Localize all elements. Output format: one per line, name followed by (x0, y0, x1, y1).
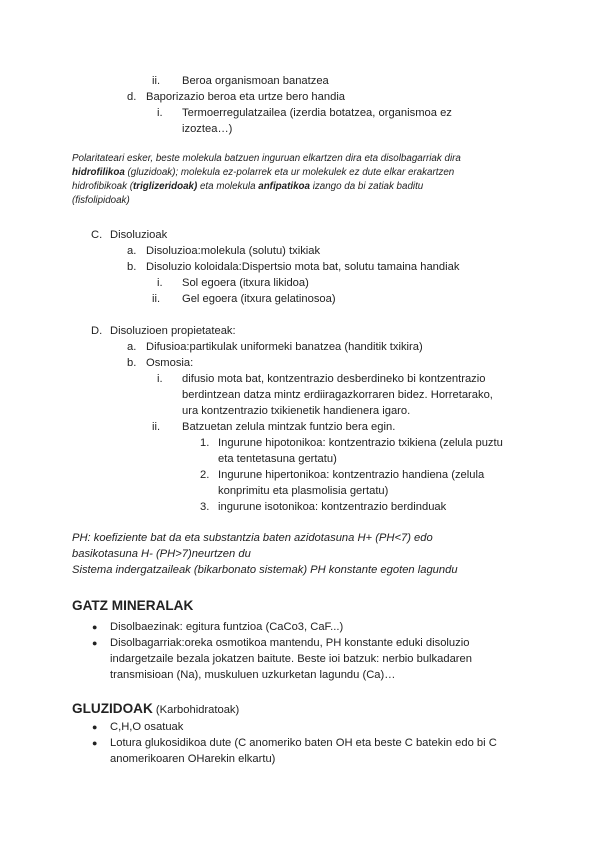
list-item-text: konprimitu eta plasmolisia gertatu) (218, 485, 389, 497)
list-marker: ii. (152, 421, 161, 433)
list-marker: a. (127, 245, 137, 257)
list-item-text: Termoerregulatzailea (izerdia botatzea, organismoa ez (182, 107, 452, 119)
polarity-note-text: eta molekula (197, 181, 259, 192)
list-marker: b. (127, 261, 137, 273)
bullet-text: Disolbagarriak:oreka osmotikoa mantendu, PH konstante eduki disoluzio (110, 637, 470, 649)
list-marker: ii. (152, 75, 161, 87)
list-item-text: Disoluzioa:molekula (solutu) txikiak (146, 245, 321, 257)
bullet-text: Lotura glukosidikoa dute (C anomeriko baten OH eta beste C batekin edo bi C (110, 737, 497, 749)
term-triglizeridoak: triglizeridoak) (133, 181, 198, 192)
heading-gluzidoak-text: GLUZIDOAK (72, 701, 153, 716)
heading-gluzidoak (72, 700, 239, 719)
polarity-note-text: (gluzidoak); molekula ez-polarrek eta ur molekulek ez dute elkar erakartzen (124, 167, 455, 178)
list-item-text: ura kontzentrazio txikienetik handienera igaro. (182, 405, 411, 417)
heading-gluzidoak-sub: (Karbohidratoak) (152, 704, 240, 716)
term-anfipatikoa: anfipatikoa (258, 181, 310, 192)
list-item-text: eta tentetasuna gertatu) (218, 453, 337, 465)
polarity-note-text: izango da bi zatiak baditu (309, 181, 424, 192)
bullet-icon: ● (92, 622, 98, 632)
ph-note-line: Sistema indergatzaileak (bikarbonato sistemak) PH konstante egoten lagundu (72, 564, 458, 576)
section-title: Disoluzioak (110, 229, 168, 241)
list-marker: 1. (200, 437, 210, 449)
list-marker: i. (157, 107, 163, 119)
list-marker: i. (157, 373, 163, 385)
list-item-text: Ingurune hipertonikoa: kontzentrazio handiena (zelula (218, 469, 485, 481)
list-item-text: ingurune isotonikoa: kontzentrazio berdinduak (218, 501, 447, 513)
list-marker: 2. (200, 469, 210, 481)
bullet-text: Disolbaezinak: egitura funtzioa (CaCo3, CaF...) (110, 621, 344, 633)
ph-note-line: PH: koefiziente bat da eta substantzia baten azidotasuna H+ (PH<7) edo (72, 532, 433, 544)
ph-note-line: basikotasuna H- (PH>7)neurtzen du (72, 548, 251, 560)
list-marker: ii. (152, 293, 161, 305)
heading-gatz-mineralak: GATZ MINERALAK (72, 598, 194, 613)
bullet-icon: ● (92, 638, 98, 648)
list-marker: a. (127, 341, 137, 353)
section-marker: C. (91, 229, 103, 241)
polarity-note-line (72, 180, 423, 194)
bullet-text: transmisioan (Na), muskuluen uzkurketan lagundu (Ca)… (110, 669, 396, 681)
list-item-text: izoztea…) (182, 123, 233, 135)
list-item-text: Ingurune hipotonikoa: kontzentrazio txikiena (zelula puztu (218, 437, 503, 449)
list-item-text: Sol egoera (itxura likidoa) (182, 277, 309, 289)
list-marker: i. (157, 277, 163, 289)
list-item-text: Difusioa:partikulak uniformeki banatzea (handitik txikira) (146, 341, 423, 353)
polarity-note-line (72, 166, 454, 180)
list-marker: 3. (200, 501, 210, 513)
bullet-icon: ● (92, 722, 98, 732)
bullet-text: C,H,O osatuak (110, 721, 184, 733)
list-marker: d. (127, 91, 137, 103)
bullet-text: indargetzaile bezala jokatzen baitute. Beste ioi batzuk: nerbio bulkadaren (110, 653, 472, 665)
polarity-note-line: Polaritateari esker, beste molekula batzuen inguruan elkartzen dira eta disolbagarriak dira (72, 153, 461, 164)
list-item-text: Batzuetan zelula mintzak funtzio bera egin. (182, 421, 396, 433)
list-item-text: berdintzean datza mintz erdiiragazkorraren bidez. Horretarako, (182, 389, 493, 401)
bullet-icon: ● (92, 738, 98, 748)
list-item-text: Gel egoera (itxura gelatinosoa) (182, 293, 336, 305)
list-item-text: Osmosia: (146, 357, 194, 369)
term-hidrofilikoa: hidrofilikoa (72, 167, 125, 178)
section-marker: D. (91, 325, 103, 337)
list-item-text: Baporizazio beroa eta urtze bero handia (146, 91, 346, 103)
list-item-text: difusio mota bat, kontzentrazio desberdineko bi kontzentrazio (182, 373, 486, 385)
section-title: Disoluzioen propietateak: (110, 325, 236, 337)
list-item-text: Disoluzio koloidala:Dispertsio mota bat, solutu tamaina handiak (146, 261, 460, 273)
list-item-text: Beroa organismoan banatzea (182, 75, 329, 87)
polarity-note-text: hidrofibikoak ( (72, 181, 133, 192)
list-marker: b. (127, 357, 137, 369)
polarity-note-line: (fisfolipidoak) (72, 195, 130, 206)
bullet-text: anomerikoaren OHarekin elkartu) (110, 753, 276, 765)
